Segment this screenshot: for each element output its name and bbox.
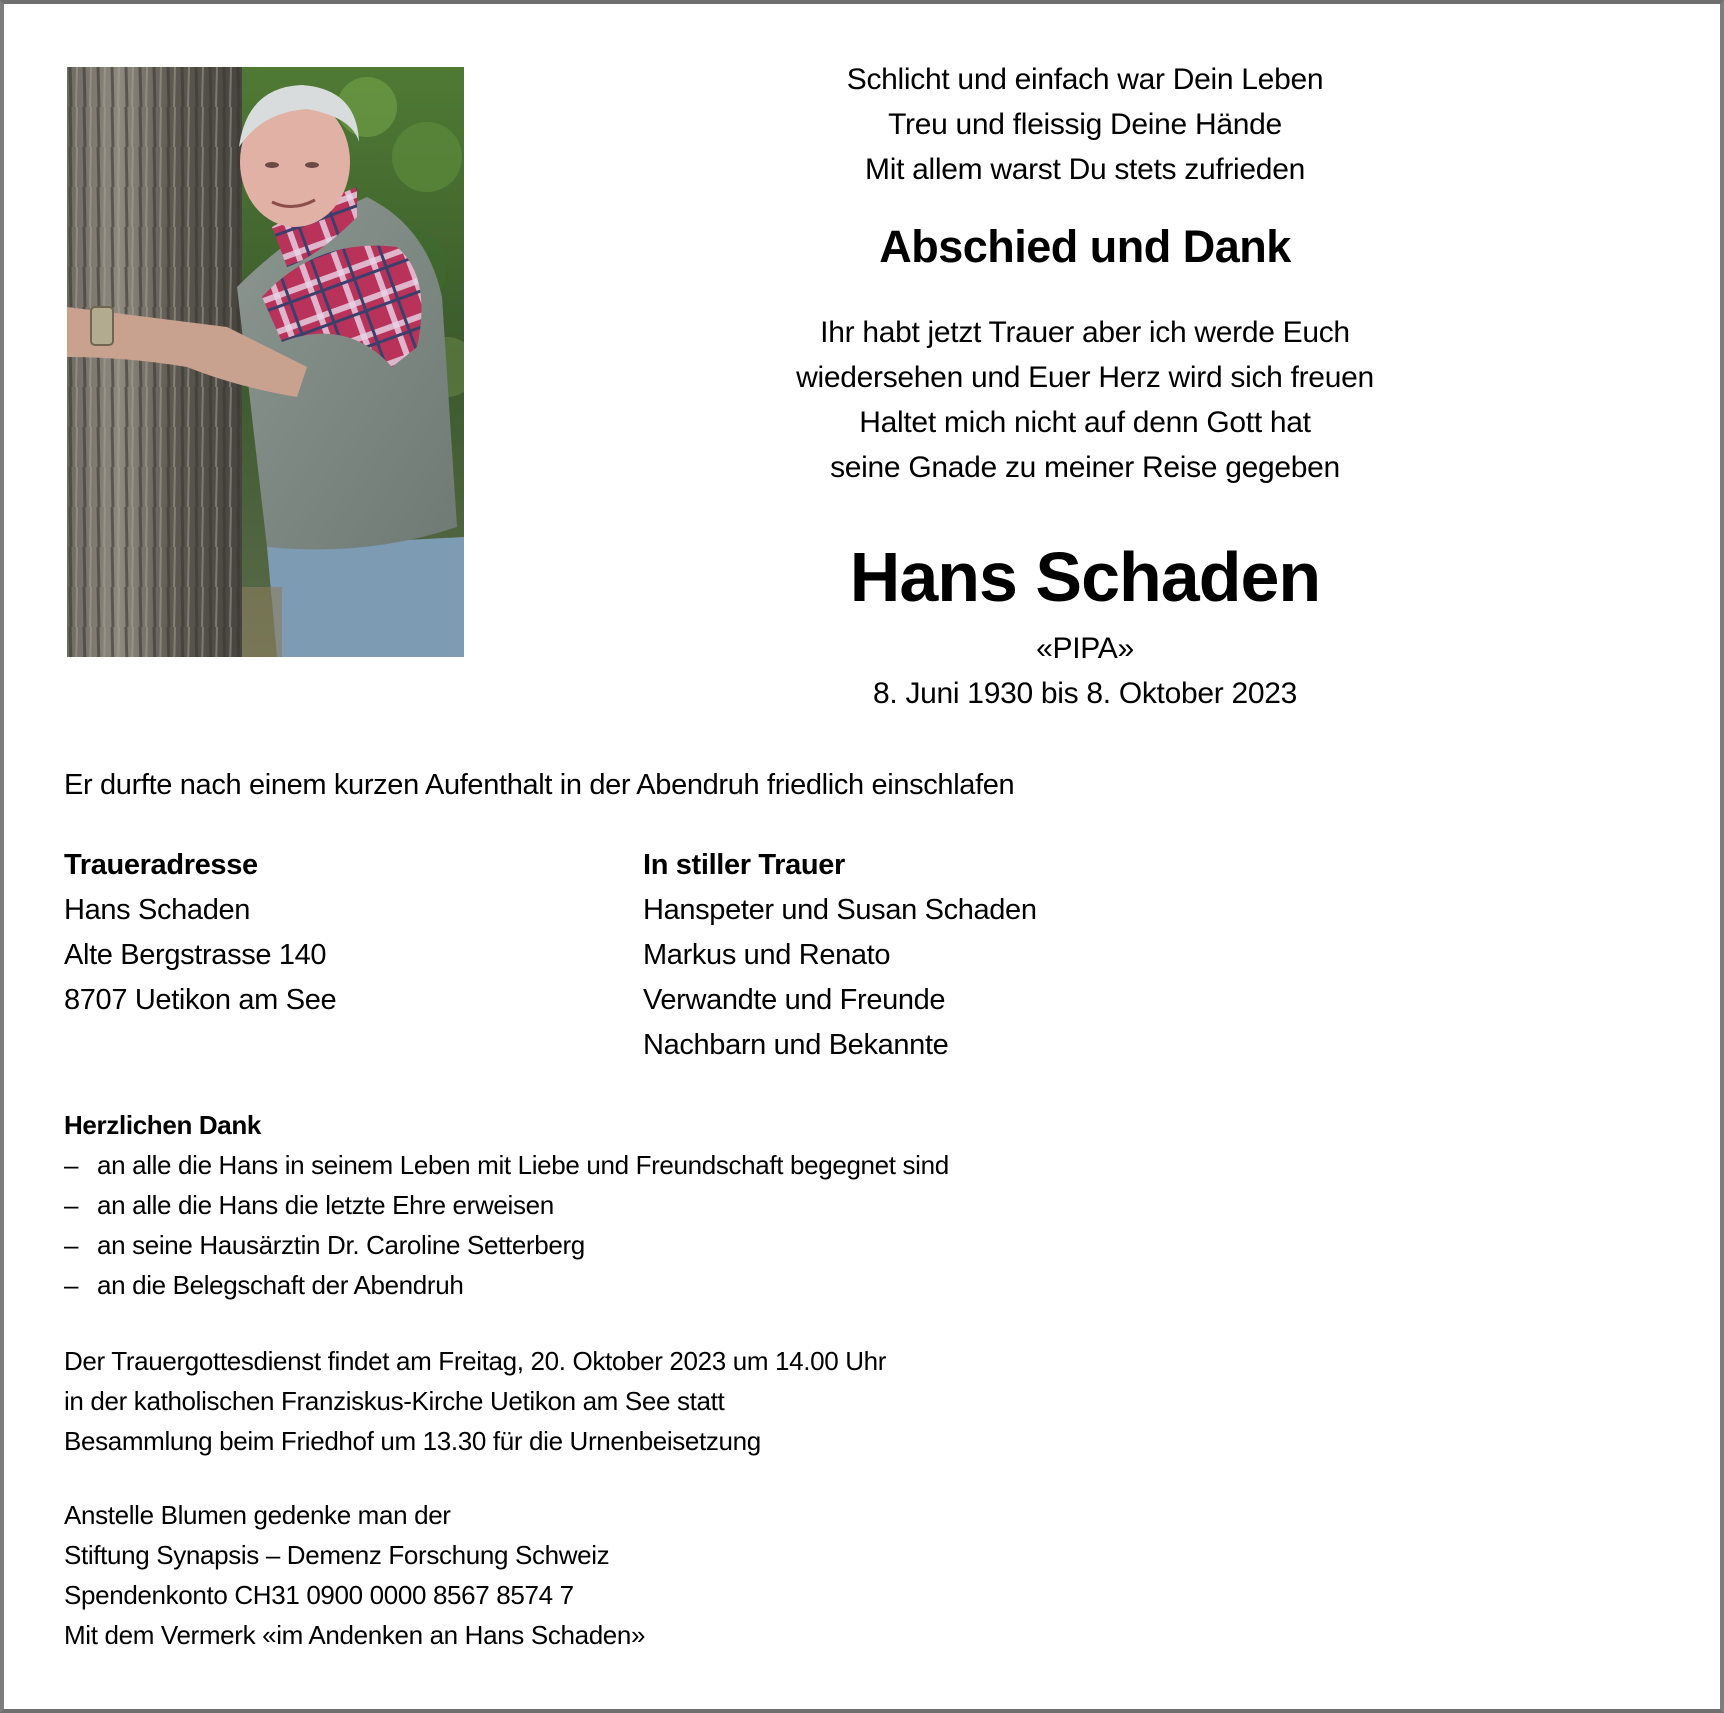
thanks-item (64, 1270, 463, 1301)
service-line: Der Trauergottesdienst findet am Freitag, 20. Oktober 2023 um 14.00 Uhr (64, 1346, 887, 1376)
thanks-item-text: an die Belegschaft der Abendruh (97, 1270, 464, 1300)
dash-bullet: – (64, 1150, 79, 1180)
mourners-title: In stiller Trauer (643, 849, 845, 881)
poem-middle-line-4: seine Gnade zu meiner Reise gegeben (830, 451, 1340, 484)
thanks-item (64, 1190, 554, 1221)
poem-top-line-2: Treu und fleissig Deine Hände (888, 108, 1282, 141)
intro-text: Er durfte nach einem kurzen Aufenthalt in der Abendruh friedlich einschlafen (64, 769, 1015, 801)
deceased-name: Hans Schaden (849, 538, 1321, 616)
address-line: Alte Bergstrasse 140 (64, 939, 327, 971)
thanks-item (64, 1150, 949, 1181)
donation-line: Stiftung Synapsis – Demenz Forschung Schweiz (64, 1540, 610, 1570)
deceased-dates: 8. Juni 1930 bis 8. Oktober 2023 (872, 677, 1298, 710)
poem-middle-line-3: Haltet mich nicht auf denn Gott hat (859, 406, 1311, 439)
thanks-item (64, 1230, 585, 1261)
poem-top-line-1: Schlicht und einfach war Dein Leben (846, 63, 1324, 96)
thanks-item-text: an alle die Hans die letzte Ehre erweisen (97, 1190, 554, 1220)
portrait-photo (67, 67, 464, 657)
mourner-line: Verwandte und Freunde (643, 984, 946, 1016)
thanks-item-text: an alle die Hans in seinem Leben mit Liebe und Freundschaft begegnet sind (97, 1150, 949, 1180)
service-line: in der katholischen Franziskus-Kirche Uetikon am See statt (64, 1386, 725, 1416)
poem-block (704, 4, 1466, 724)
mourner-line: Hanspeter und Susan Schaden (643, 894, 1037, 926)
address-line: Hans Schaden (64, 894, 251, 926)
thanks-item-text: an seine Hausärztin Dr. Caroline Setterberg (97, 1230, 585, 1260)
mourner-line: Markus und Renato (643, 939, 891, 971)
dash-bullet: – (64, 1270, 79, 1300)
poem-middle-line-1: Ihr habt jetzt Trauer aber ich werde Euch (820, 316, 1350, 349)
deceased-nickname: «PIPA» (1036, 632, 1134, 665)
address-title: Traueradresse (64, 849, 258, 881)
address-line: 8707 Uetikon am See (64, 984, 337, 1016)
poem-top-line-3: Mit allem warst Du stets zufrieden (865, 153, 1305, 186)
heading-abschied-und-dank: Abschied und Dank (879, 221, 1291, 272)
service-line: Besammlung beim Friedhof um 13.30 für die Urnenbeisetzung (64, 1426, 761, 1456)
dash-bullet: – (64, 1230, 79, 1260)
donation-line: Mit dem Vermerk «im Andenken an Hans Schaden» (64, 1620, 646, 1650)
donation-line: Spendenkonto CH31 0900 0000 8567 8574 7 (64, 1580, 574, 1610)
thanks-title: Herzlichen Dank (64, 1110, 262, 1140)
poem-middle-line-2: wiedersehen und Euer Herz wird sich freuen (796, 361, 1374, 394)
mourner-line: Nachbarn und Bekannte (643, 1029, 949, 1061)
dash-bullet: – (64, 1190, 79, 1220)
donation-line: Anstelle Blumen gedenke man der (64, 1500, 451, 1530)
